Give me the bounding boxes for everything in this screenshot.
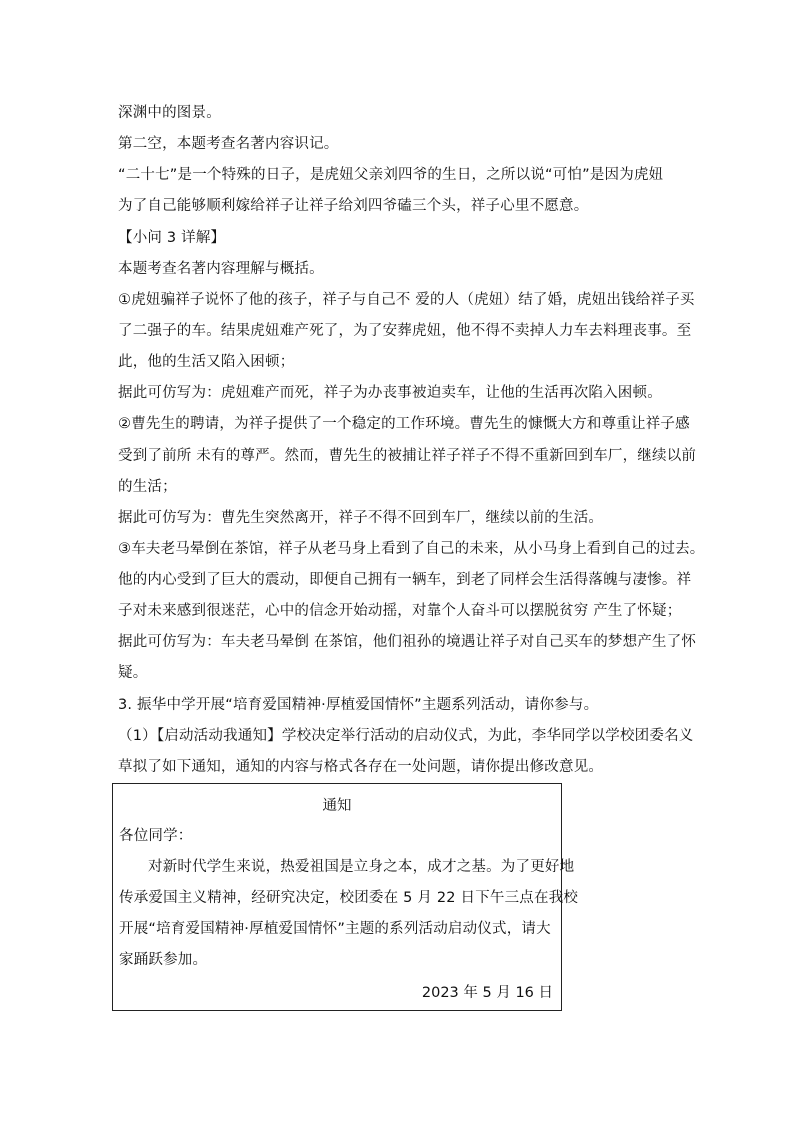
answer-line: 他的内心受到了巨大的震动，即便自己拥有一辆车，到老了同样会生活得落魄与凄惨。祥 — [118, 572, 692, 588]
answer-line: 了二强子的车。结果虎妞难产死了，为了安葬虎妞，他不得不卖掉人力车去料理丧事。至 — [118, 323, 692, 339]
answer-line: 子对未来感到很迷茫，心中的信念开始动摇，对靠个人奋斗可以摆脱贫穷 产生了怀疑； — [118, 603, 682, 619]
answer-line: 为了自己能够顺利嫁给祥子让祥子给刘四爷磕三个头，祥子心里不愿意。 — [118, 198, 589, 214]
answer-line: ②曹先生的聘请，为祥子提供了一个稳定的工作环境。曹先生的慷慨大方和尊重让祥子感 — [118, 416, 690, 432]
answer-line: 第二空，本题考查名著内容识记。 — [118, 136, 339, 152]
answer-line: 受到了前所 未有的尊严。然而，曹先生的被捕让祥子祥子不得不重新回到车厂，继续以前 — [118, 448, 697, 464]
answer-line: 深渊中的图景。 — [118, 105, 221, 121]
notice-date: 2023 年 5 月 16 日 — [421, 985, 553, 1001]
notice-body-line: 开展“培育爱国精神·厚植爱国情怀”主题的系列活动启动仪式，请大 — [119, 921, 551, 937]
answer-line: “二十七”是一个特殊的日子，是虎妞父亲刘四爷的生日，之所以说“可怕”是因为虎妞 — [118, 167, 664, 183]
subquestion-heading: 【小问 3 详解】 — [118, 230, 226, 246]
answer-line: 疑。 — [118, 665, 148, 681]
notice-body-line: 传承爱国主义精神，经研究决定，校团委在 5 月 22 日下午三点在我校 — [119, 890, 579, 906]
answer-line: ①虎妞骗祥子说怀了他的孩子，祥子与自己不 爱的人（虎妞）结了婚，虎妞出钱给祥子买 — [118, 292, 695, 308]
answer-line: 据此可仿写为：曹先生突然离开，祥子不得不回到车厂，继续以前的生活。 — [118, 510, 604, 526]
question-line: （1）【启动活动我通知】学校决定举行活动的启动仪式，为此，李华同学以学校团委名义 — [118, 728, 694, 744]
notice-salutation: 各位同学： — [119, 828, 193, 844]
answer-line: ③车夫老马晕倒在茶馆，祥子从老马身上看到了自己的未来，从小马身上看到自己的过去。 — [118, 541, 705, 557]
answer-line: 此，他的生活又陷入困顿； — [118, 354, 295, 370]
notice-body-line: 家踊跃参加。 — [119, 952, 208, 968]
notice-box — [112, 783, 579, 1011]
answer-line: 的生活； — [118, 479, 177, 495]
notice-body-line: 对新时代学生来说，热爱祖国是立身之本，成才之基。为了更好地 — [148, 859, 575, 875]
answer-line: 本题考查名著内容理解与概括。 — [118, 261, 324, 277]
answer-line: 据此可仿写为：虎妞难产而死，祥子为办丧事被迫卖车，让他的生活再次陷入困顿。 — [118, 385, 662, 401]
answer-line: 据此可仿写为：车夫老马晕倒 在茶馆，他们祖孙的境遇让祥子对自己买车的梦想产生了怀 — [118, 634, 697, 650]
notice-title: 通知 — [322, 798, 352, 814]
question-stem: 3. 振华中学开展“培育爱国精神·厚植爱国情怀”主题系列活动，请你参与。 — [118, 697, 599, 713]
question-line: 草拟了如下通知，通知的内容与格式各存在一处问题，请你提出修改意见。 — [118, 759, 604, 775]
